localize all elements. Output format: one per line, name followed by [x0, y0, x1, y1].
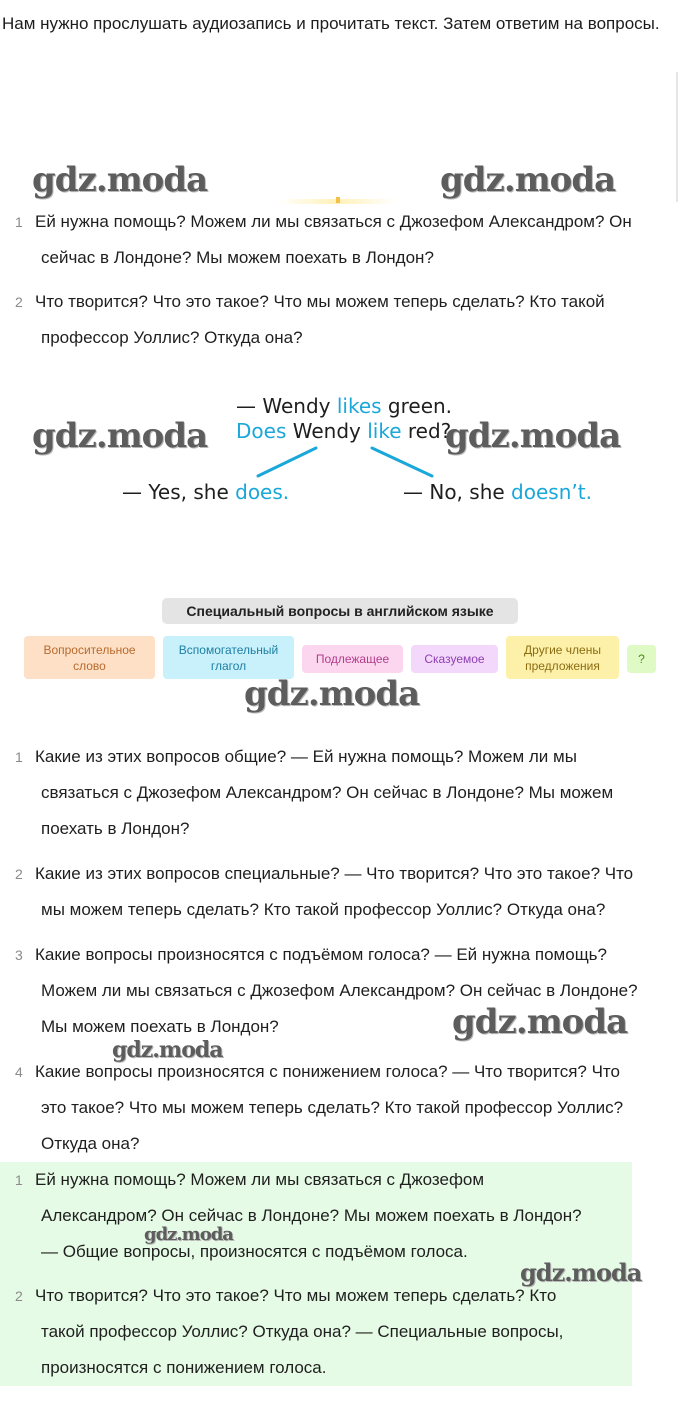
schema-title: Специальный вопросы в английском языке — [162, 598, 518, 624]
item-number: 2 — [15, 1288, 23, 1304]
short-answer-yes: — Yes, she does. — [122, 480, 290, 504]
short-answer-no: — No, she doesn’t. — [403, 480, 592, 504]
watermark: gdz.moda — [244, 674, 420, 714]
item-text: Какие вопросы произносятся с понижением голоса? — Что творится? Что — [35, 1062, 620, 1081]
question-item — [15, 1054, 655, 1162]
item-text: мы можем теперь сделать? Кто такой профессор Уоллис? Откуда она? — [41, 900, 606, 919]
item-text: — Общие вопросы, произносятся с подъёмом голоса. — [41, 1242, 468, 1261]
item-number: 2 — [15, 294, 23, 310]
watermark: gdz.moda — [452, 1002, 628, 1042]
item-number: 2 — [15, 866, 23, 882]
item-text: поехать в Лондон? — [41, 819, 190, 838]
item-text: Какие вопросы произносятся с подъёмом голоса? — Ей нужна помощь? — [35, 945, 607, 964]
item-text: Какие из этих вопросов специальные? — Что творится? Что это такое? Что — [35, 864, 634, 883]
item-text: Ей нужна помощь? Можем ли мы связаться с Джозефом — [35, 1170, 485, 1189]
question-item — [15, 739, 655, 847]
question-item — [15, 856, 655, 928]
item-number: 3 — [15, 947, 23, 963]
item-text: Можем ли мы связаться с Джозефом Александром? Он сейчас в Лондоне? — [41, 981, 638, 1000]
watermark: gdz.moda — [112, 1037, 223, 1063]
item-text: профессор Уоллис? Откуда она? — [41, 328, 303, 347]
chip-question-word: Вопросительное слово — [24, 636, 155, 679]
arrow-line-yes — [258, 448, 316, 476]
arrow-line-no — [372, 448, 432, 476]
item-text: Что творится? Что это такое? Что мы можем теперь сделать? Кто — [35, 1286, 557, 1305]
item-text: Откуда она? — [41, 1134, 140, 1153]
item-text: Мы можем поехать в Лондон? — [41, 1017, 279, 1036]
question-sentence: Does Wendy like red? — [236, 419, 452, 443]
watermark: gdz.moda — [445, 416, 621, 456]
item-text: Что творится? Что это такое? Что мы можем теперь сделать? Кто такой — [35, 292, 605, 311]
answer-item — [15, 1278, 655, 1386]
item-text: Александром? Он сейчас в Лондоне? Мы можем поехать в Лондон? — [41, 1206, 582, 1225]
item-text: связаться с Джозефом Александром? Он сейчас в Лондоне? Мы можем — [41, 783, 614, 802]
item-text: сейчас в Лондоне? Мы можем поехать в Лондон? — [41, 248, 434, 267]
item-number: 1 — [15, 749, 23, 765]
watermark: gdz.moda — [32, 160, 208, 200]
item-number: 1 — [15, 1172, 23, 1188]
item-number: 1 — [15, 214, 23, 230]
chip-predicate: Сказуемое — [411, 645, 498, 673]
item-text: такой профессор Уоллис? Откуда она? — Специальные вопросы, — [41, 1322, 564, 1341]
chip-subject: Подлежащее — [302, 645, 403, 673]
statement-sentence: — Wendy likes green. — [236, 394, 453, 418]
item-text: Ей нужна помощь? Можем ли мы связаться с Джозефом Александром? Он — [35, 212, 632, 231]
item-text: это такое? Что мы можем теперь сделать? Кто такой профессор Уоллис? — [41, 1098, 624, 1117]
watermark: gdz.moda — [32, 416, 208, 456]
watermark: gdz.moda — [520, 1258, 642, 1287]
chip-question-mark: ? — [627, 645, 656, 673]
watermark: gdz.moda — [440, 160, 616, 200]
chip-auxiliary-verb: Вспомогательный глагол — [163, 636, 294, 679]
item-text: Какие из этих вопросов общие? — Ей нужна помощь? Можем ли мы — [35, 747, 577, 766]
chip-other-members: Другие члены предложения — [506, 636, 619, 679]
watermark: gdz.moda — [144, 1224, 233, 1245]
item-text: произносятся с понижением голоса. — [41, 1358, 327, 1377]
intro-text: Нам нужно прослушать аудиозапись и прочитать текст. Затем ответим на вопросы. — [2, 14, 660, 33]
item-number: 4 — [15, 1064, 23, 1080]
answer-item — [15, 1162, 655, 1270]
